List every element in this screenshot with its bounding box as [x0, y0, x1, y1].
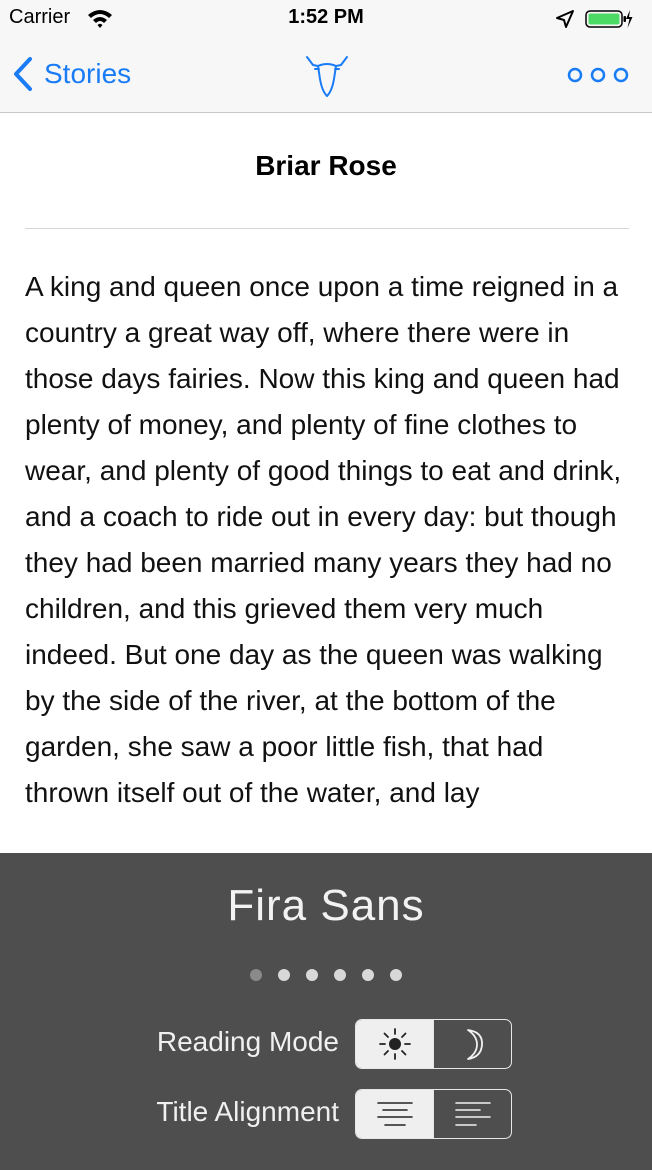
- stag-head-icon: [304, 53, 350, 99]
- title-divider: [25, 228, 629, 229]
- back-button[interactable]: [12, 54, 131, 94]
- story-body: A king and queen once upon a time reigned in a country a great way off, where there were in those days fairies. Now this king and queen had plenty of money, and plenty of fine clothes to wear, and plenty of good things to eat and drink, and a coach to ride out in every day: but though they had been married many years they had no children, and this grieved them very much indeed. But one day as the queen was walking by the side of the river, at the bottom of the garden, she saw a poor little fish, that had thrown itself out of the water, and lay: [25, 271, 622, 808]
- page-dot[interactable]: [306, 969, 318, 981]
- battery-charging-icon: [585, 9, 633, 29]
- light-mode-button[interactable]: [356, 1020, 433, 1068]
- page-dot[interactable]: [390, 969, 402, 981]
- align-center-button[interactable]: [356, 1090, 433, 1138]
- page-dot[interactable]: [362, 969, 374, 981]
- chevron-left-icon: [12, 56, 34, 92]
- clock: 1:52 PM: [288, 6, 364, 28]
- dark-mode-button[interactable]: [433, 1020, 511, 1068]
- title-alignment-control: [355, 1089, 512, 1139]
- page-dot[interactable]: [250, 969, 262, 981]
- navigation-bar: [0, 40, 652, 113]
- story-title: Briar Rose: [255, 150, 397, 181]
- font-name[interactable]: Fira Sans: [227, 881, 425, 930]
- reading-mode-label: Reading Mode: [156, 1026, 339, 1057]
- align-left-button[interactable]: [433, 1090, 511, 1138]
- sun-icon: [373, 1024, 417, 1064]
- align-center-icon: [373, 1094, 417, 1134]
- back-button-label: Stories: [44, 58, 132, 89]
- more-icon[interactable]: [566, 62, 630, 88]
- reader-settings-panel: [0, 853, 652, 1170]
- carrier-label: Carrier: [9, 6, 71, 28]
- page-dot-current[interactable]: [278, 969, 290, 981]
- title-alignment-label: Title Alignment: [156, 1096, 339, 1127]
- page-indicator[interactable]: [250, 969, 402, 981]
- reading-mode-control: [355, 1019, 512, 1069]
- status-bar: [0, 0, 652, 40]
- align-left-icon: [451, 1094, 495, 1134]
- moon-icon: [451, 1024, 495, 1064]
- page-dot[interactable]: [334, 969, 346, 981]
- location-icon: [555, 9, 575, 29]
